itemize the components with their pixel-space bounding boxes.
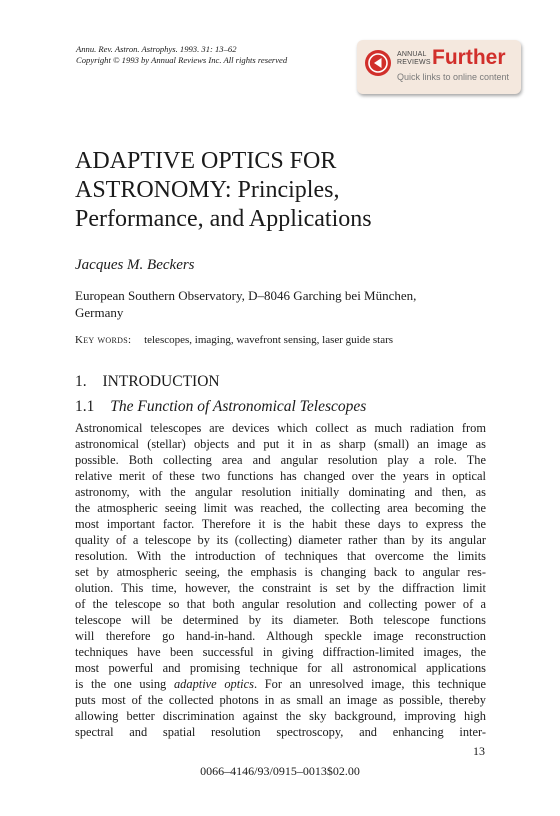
copyright-line: Copyright © 1993 by Annual Reviews Inc. All rights reserved — [76, 55, 288, 65]
title-line-1: ADAPTIVE OPTICS FOR — [75, 148, 337, 174]
body-line: will therefore go hand-in-hand. Although speckle image reconstruction — [75, 629, 486, 643]
journal-header — [76, 44, 287, 66]
affiliation-line-2: Germany — [75, 305, 124, 320]
subsection-heading — [75, 398, 366, 416]
body-line: telescope will be determined by its diameter. Both telescope functions — [75, 613, 486, 627]
body-line: the atmospheric seeing limit was reached, the collecting area becoming the — [75, 501, 486, 515]
body-line-with-emphasis — [75, 676, 486, 692]
keywords-value: telescopes, imaging, wavefront sensing, laser guide stars — [144, 334, 394, 346]
section-number: 1. — [75, 373, 87, 390]
page-number: 13 — [473, 744, 485, 758]
article-title — [75, 147, 372, 234]
body-paragraph — [75, 420, 486, 740]
footer-code: 0066–4146/93/0915–0013$02.00 — [200, 764, 360, 778]
annual-reviews-further-badge[interactable] — [357, 40, 521, 94]
body-text-segment: is the one using — [75, 677, 167, 691]
author-name: Jacques M. Beckers — [75, 257, 195, 273]
body-text-segment: . For an unresolved image, this technique — [253, 677, 486, 691]
further-wordmark: Further — [432, 46, 506, 69]
quick-links-tagline: Quick links to online content — [397, 72, 510, 82]
body-line: of the telescope so that both angular resolution and collecting power of a — [75, 597, 486, 611]
body-line: allowing better discrimination against the sky background, improving high — [75, 709, 486, 723]
subsection-number: 1.1 — [75, 398, 95, 415]
body-line: relative merit of these two functions has changed over the years in optical — [75, 469, 486, 483]
section-heading — [75, 373, 220, 391]
body-line: set by atmospheric seeing, the emphasis is changing back to angular res- — [75, 565, 486, 579]
citation-line: Annu. Rev. Astron. Astrophys. 1993. 31: 13–62 — [76, 44, 237, 54]
annual-reviews-wordmark: ANNUAL REVIEWS — [397, 51, 431, 66]
title-line-3: Performance, and Applications — [75, 206, 372, 232]
section-title: INTRODUCTION — [102, 373, 220, 390]
body-line: most important factor. Therefore it is the habit these days to express the — [75, 517, 486, 531]
affiliation — [75, 287, 416, 321]
title-line-2: ASTRONOMY: Principles, — [75, 177, 340, 203]
body-line: quality of a telescope by its (collecting) diameter rather than by its angular — [75, 533, 486, 547]
keywords — [75, 334, 393, 346]
emphasis-adaptive-optics: adaptive optics — [173, 677, 254, 691]
body-line: astronomical (stellar) objects and put it in as sharp (small) an image as — [75, 437, 486, 451]
body-line: astronomy, with the angular resolution initially dominating and then, as — [75, 485, 486, 499]
body-line: most powerful and promising technique for all astronomical applications — [75, 661, 486, 675]
affiliation-line-1: European Southern Observatory, D–8046 Garching bei München, — [75, 288, 417, 303]
body-line: spectral and spatial resolution spectroscopy, and enhancing inter- — [75, 725, 486, 739]
body-line: Astronomical telescopes are devices which collect as much radiation from — [75, 421, 486, 435]
keywords-label: Key words: — [75, 334, 132, 346]
body-line: techniques have been successful in giving diffraction-limited images, the — [75, 645, 486, 659]
subsection-title: The Function of Astronomical Telescopes — [110, 398, 367, 415]
play-back-icon — [365, 50, 391, 76]
body-line: olution. This time, however, the constraint is set by the diffraction limit — [75, 581, 486, 595]
body-line: resolution. With the introduction of techniques that overcome the limits — [75, 549, 486, 563]
body-line: puts most of the collected photons in as small an image as possible, thereby — [75, 693, 486, 707]
body-line: possible. Both collecting area and angular resolution play a role. The — [75, 453, 486, 467]
